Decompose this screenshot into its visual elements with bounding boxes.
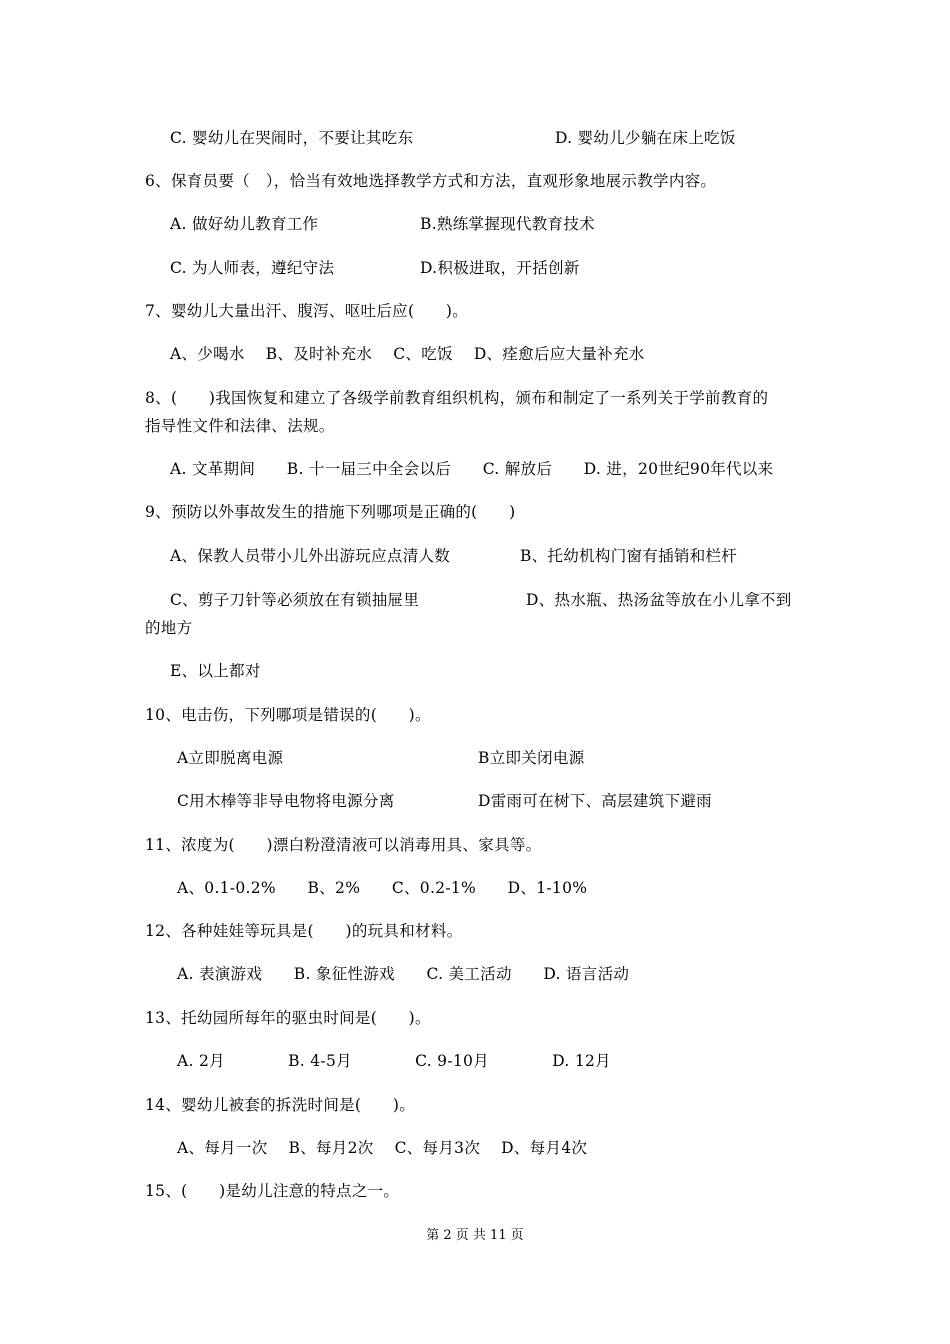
question-10: 10、电击伤，下列哪项是错误的( )。 bbox=[145, 706, 431, 724]
q8-options: A. 文革期间 B. 十一届三中全会以后 C. 解放后 D. 进，20世纪90年代以来 bbox=[170, 460, 774, 478]
q11-options: A、0.1-0.2% B、2% C、0.2-1% D、1-10% bbox=[177, 879, 588, 897]
question-15: 15、( )是幼儿注意的特点之一。 bbox=[145, 1182, 400, 1200]
q9-option-c: C、剪子刀针等必须放在有锁抽屉里 bbox=[170, 591, 420, 609]
q7-options: A、少喝水 B、及时补充水 C、吃饭 D、痊愈后应大量补充水 bbox=[170, 345, 645, 363]
q10-option-a: A立即脱离电源 bbox=[177, 749, 284, 767]
q10-option-d: D雷雨可在树下、高层建筑下避雨 bbox=[478, 792, 712, 810]
q13-options: A. 2月 B. 4-5月 C. 9-10月 D. 12月 bbox=[177, 1052, 611, 1070]
question-11: 11、浓度为( )漂白粉澄清液可以消毒用具、家具等。 bbox=[145, 836, 542, 854]
question-8: 8、( )我国恢复和建立了各级学前教育组织机构，颁布和制定了一系列关于学前教育的 bbox=[145, 389, 769, 407]
question-12: 12、各种娃娃等玩具是( )的玩具和材料。 bbox=[145, 922, 463, 940]
q10-option-c: C用木棒等非导电物将电源分离 bbox=[177, 792, 395, 810]
q5-option-c: C. 婴幼儿在哭闹时，不要让其吃东 bbox=[170, 129, 414, 147]
question-6: 6、保育员要（ ），恰当有效地选择教学方式和方法，直观形象地展示教学内容。 bbox=[145, 172, 717, 190]
q9-option-d: D、热水瓶、热汤盆等放在小儿拿不到 bbox=[526, 591, 792, 609]
page-number-footer: 第 2 页 共 11 页 bbox=[426, 1228, 524, 1243]
q6-option-c: C. 为人师表，遵纪守法 bbox=[170, 259, 335, 277]
question-9: 9、预防以外事故发生的措施下列哪项是正确的( ) bbox=[145, 503, 516, 521]
q14-options: A、每月一次 B、每月2次 C、每月3次 D、每月4次 bbox=[177, 1139, 588, 1157]
question-14: 14、婴幼儿被套的拆洗时间是( )。 bbox=[145, 1096, 416, 1114]
q6-option-b: B.熟练掌握现代教育技术 bbox=[420, 215, 595, 233]
q9-option-b: B、托幼机构门窗有插销和栏杆 bbox=[520, 547, 738, 565]
question-8-cont: 指导性文件和法律、法规。 bbox=[145, 417, 335, 435]
q12-options: A. 表演游戏 B. 象征性游戏 C. 美工活动 D. 语言活动 bbox=[177, 965, 630, 983]
q10-option-b: B立即关闭电源 bbox=[478, 749, 585, 767]
q6-option-a: A. 做好幼儿教育工作 bbox=[170, 215, 319, 233]
q9-option-a: A、保教人员带小儿外出游玩应点清人数 bbox=[170, 547, 451, 565]
q6-option-d: D.积极进取，开括创新 bbox=[420, 259, 580, 277]
q5-option-d: D. 婴幼儿少躺在床上吃饭 bbox=[555, 129, 736, 147]
q9-option-e: E、以上都对 bbox=[170, 662, 261, 680]
question-7: 7、婴幼儿大量出汗、腹泻、呕吐后应( )。 bbox=[145, 302, 469, 320]
question-13: 13、托幼园所每年的驱虫时间是( )。 bbox=[145, 1009, 431, 1027]
q9-option-d-cont: 的地方 bbox=[145, 619, 193, 637]
